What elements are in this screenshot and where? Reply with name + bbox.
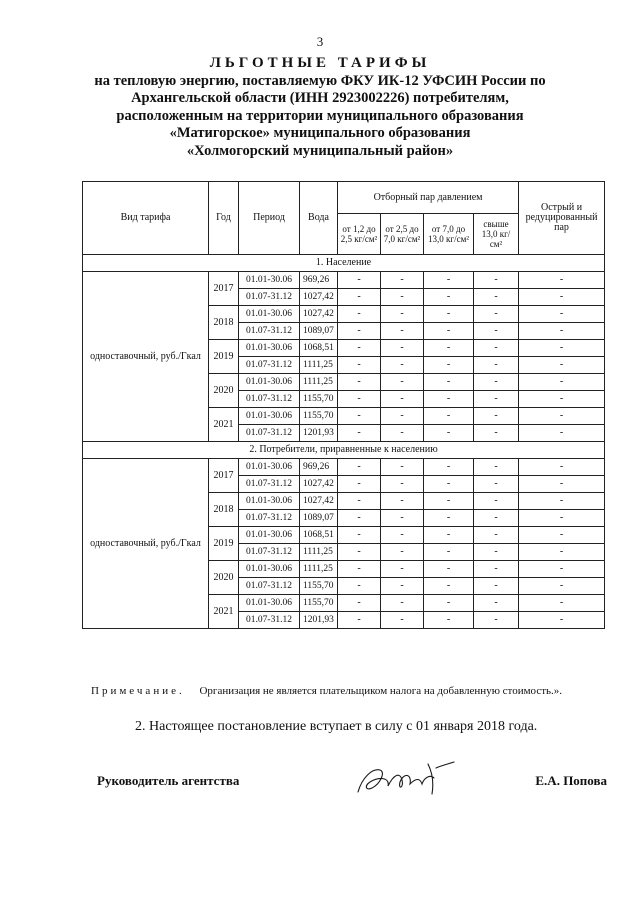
steam-3-cell: - xyxy=(424,544,474,561)
steam-2-cell: - xyxy=(381,323,424,340)
period-cell: 01.01-30.06 xyxy=(239,493,300,510)
sharp-steam-cell: - xyxy=(519,612,605,629)
sharp-steam-cell: - xyxy=(519,493,605,510)
water-tariff-cell: 969,26 xyxy=(300,459,338,476)
sharp-steam-cell: - xyxy=(519,578,605,595)
signer-name: Е.А. Попова xyxy=(535,773,607,788)
water-tariff-cell: 1027,42 xyxy=(300,306,338,323)
water-tariff-cell: 1111,25 xyxy=(300,544,338,561)
sharp-steam-cell: - xyxy=(519,340,605,357)
steam-2-cell: - xyxy=(381,595,424,612)
steam-2-cell: - xyxy=(381,272,424,289)
steam-2-cell: - xyxy=(381,612,424,629)
water-tariff-cell: 1089,07 xyxy=(300,510,338,527)
header-steam-1: от 1,2 до 2,5 кг/см² xyxy=(338,214,381,255)
steam-4-cell: - xyxy=(474,408,519,425)
year-cell: 2018 xyxy=(209,493,239,527)
heading-line-2: на тепловую энергию, поставляемую ФКУ ИК-12 УФСИН России по xyxy=(94,72,546,89)
header-year: Год xyxy=(209,182,239,255)
header-period: Период xyxy=(239,182,300,255)
steam-4-cell: - xyxy=(474,561,519,578)
year-cell: 2021 xyxy=(209,408,239,442)
steam-4-cell: - xyxy=(474,357,519,374)
steam-2-cell: - xyxy=(381,357,424,374)
period-cell: 01.07-31.12 xyxy=(239,357,300,374)
steam-4-cell: - xyxy=(474,459,519,476)
period-cell: 01.01-30.06 xyxy=(239,272,300,289)
note-text: Организация не является плательщиком налога на добавленную стоимость.». xyxy=(199,685,563,697)
steam-4-cell: - xyxy=(474,323,519,340)
header-steam-group: Отборный пар давлением xyxy=(338,182,519,214)
heading-line-6: «Холмогорский муниципальный район» xyxy=(186,142,454,159)
steam-3-cell: - xyxy=(424,459,474,476)
steam-3-cell: - xyxy=(424,612,474,629)
water-tariff-cell: 969,26 xyxy=(300,272,338,289)
section-title: 1. Население xyxy=(83,255,605,272)
water-tariff-cell: 1027,42 xyxy=(300,476,338,493)
steam-3-cell: - xyxy=(424,578,474,595)
steam-2-cell: - xyxy=(381,459,424,476)
steam-3-cell: - xyxy=(424,374,474,391)
steam-4-cell: - xyxy=(474,374,519,391)
steam-3-cell: - xyxy=(424,323,474,340)
year-cell: 2019 xyxy=(209,527,239,561)
heading-line-4: расположенным на территории муниципального образования xyxy=(116,107,524,124)
year-cell: 2021 xyxy=(209,595,239,629)
steam-1-cell: - xyxy=(338,527,381,544)
period-cell: 01.07-31.12 xyxy=(239,391,300,408)
steam-1-cell: - xyxy=(338,306,381,323)
steam-3-cell: - xyxy=(424,272,474,289)
signature-block xyxy=(97,770,607,800)
steam-2-cell: - xyxy=(381,493,424,510)
steam-2-cell: - xyxy=(381,391,424,408)
period-cell: 01.07-31.12 xyxy=(239,612,300,629)
steam-1-cell: - xyxy=(338,374,381,391)
water-tariff-cell: 1068,51 xyxy=(300,527,338,544)
steam-4-cell: - xyxy=(474,340,519,357)
header-steam-4: свыше 13,0 кг/см² xyxy=(474,214,519,255)
water-tariff-cell: 1027,42 xyxy=(300,289,338,306)
steam-4-cell: - xyxy=(474,578,519,595)
sharp-steam-cell: - xyxy=(519,476,605,493)
header-water: Вода xyxy=(300,182,338,255)
steam-3-cell: - xyxy=(424,527,474,544)
steam-2-cell: - xyxy=(381,408,424,425)
steam-4-cell: - xyxy=(474,612,519,629)
year-cell: 2020 xyxy=(209,374,239,408)
sharp-steam-cell: - xyxy=(519,357,605,374)
sharp-steam-cell: - xyxy=(519,289,605,306)
steam-1-cell: - xyxy=(338,272,381,289)
steam-3-cell: - xyxy=(424,425,474,442)
steam-3-cell: - xyxy=(424,306,474,323)
sharp-steam-cell: - xyxy=(519,374,605,391)
period-cell: 01.07-31.12 xyxy=(239,425,300,442)
steam-1-cell: - xyxy=(338,425,381,442)
steam-4-cell: - xyxy=(474,510,519,527)
handwritten-signature xyxy=(350,758,460,800)
steam-2-cell: - xyxy=(381,476,424,493)
water-tariff-cell: 1155,70 xyxy=(300,578,338,595)
steam-3-cell: - xyxy=(424,340,474,357)
steam-2-cell: - xyxy=(381,425,424,442)
table-row xyxy=(83,272,605,289)
period-cell: 01.01-30.06 xyxy=(239,595,300,612)
sharp-steam-cell: - xyxy=(519,510,605,527)
steam-1-cell: - xyxy=(338,493,381,510)
steam-2-cell: - xyxy=(381,340,424,357)
note xyxy=(91,685,621,697)
sharp-steam-cell: - xyxy=(519,527,605,544)
steam-2-cell: - xyxy=(381,544,424,561)
period-cell: 01.07-31.12 xyxy=(239,544,300,561)
period-cell: 01.07-31.12 xyxy=(239,476,300,493)
water-tariff-cell: 1111,25 xyxy=(300,357,338,374)
header-steam-3: от 7,0 до 13,0 кг/см² xyxy=(424,214,474,255)
period-cell: 01.01-30.06 xyxy=(239,340,300,357)
note-label: Примечание. xyxy=(91,685,185,697)
heading-line-3: Архангельской области (ИНН 2923002226) потребителям, xyxy=(131,90,509,106)
tariffs-table xyxy=(82,181,605,629)
section-title: 2. Потребители, приравненные к населению xyxy=(83,442,605,459)
steam-4-cell: - xyxy=(474,476,519,493)
sharp-steam-cell: - xyxy=(519,272,605,289)
sharp-steam-cell: - xyxy=(519,544,605,561)
steam-3-cell: - xyxy=(424,510,474,527)
steam-1-cell: - xyxy=(338,391,381,408)
water-tariff-cell: 1111,25 xyxy=(300,561,338,578)
period-cell: 01.07-31.12 xyxy=(239,510,300,527)
heading-line-5: «Матигорское» муниципального образования xyxy=(169,125,471,141)
steam-3-cell: - xyxy=(424,476,474,493)
year-cell: 2017 xyxy=(209,459,239,493)
steam-1-cell: - xyxy=(338,544,381,561)
steam-1-cell: - xyxy=(338,323,381,340)
steam-4-cell: - xyxy=(474,527,519,544)
water-tariff-cell: 1155,70 xyxy=(300,408,338,425)
sharp-steam-cell: - xyxy=(519,595,605,612)
steam-4-cell: - xyxy=(474,391,519,408)
period-cell: 01.01-30.06 xyxy=(239,408,300,425)
steam-1-cell: - xyxy=(338,476,381,493)
steam-1-cell: - xyxy=(338,340,381,357)
heading-title: ЛЬГОТНЫЕ ТАРИФЫ xyxy=(209,55,431,71)
steam-1-cell: - xyxy=(338,289,381,306)
water-tariff-cell: 1111,25 xyxy=(300,374,338,391)
sharp-steam-cell: - xyxy=(519,425,605,442)
year-cell: 2020 xyxy=(209,561,239,595)
steam-4-cell: - xyxy=(474,306,519,323)
steam-1-cell: - xyxy=(338,510,381,527)
steam-1-cell: - xyxy=(338,595,381,612)
steam-1-cell: - xyxy=(338,459,381,476)
steam-1-cell: - xyxy=(338,561,381,578)
steam-3-cell: - xyxy=(424,561,474,578)
year-cell: 2019 xyxy=(209,340,239,374)
sharp-steam-cell: - xyxy=(519,459,605,476)
steam-1-cell: - xyxy=(338,612,381,629)
steam-3-cell: - xyxy=(424,357,474,374)
period-cell: 01.01-30.06 xyxy=(239,527,300,544)
sharp-steam-cell: - xyxy=(519,408,605,425)
sharp-steam-cell: - xyxy=(519,391,605,408)
steam-4-cell: - xyxy=(474,289,519,306)
steam-1-cell: - xyxy=(338,408,381,425)
steam-1-cell: - xyxy=(338,357,381,374)
effective-date-clause: 2. Настоящее постановление вступает в силу с 01 января 2018 года. xyxy=(135,719,538,734)
steam-4-cell: - xyxy=(474,493,519,510)
period-cell: 01.07-31.12 xyxy=(239,578,300,595)
period-cell: 01.07-31.12 xyxy=(239,323,300,340)
tariff-type-cell: одноставочный, руб./Гкал xyxy=(83,459,209,629)
steam-2-cell: - xyxy=(381,289,424,306)
section-title-row xyxy=(83,255,605,272)
water-tariff-cell: 1068,51 xyxy=(300,340,338,357)
period-cell: 01.01-30.06 xyxy=(239,459,300,476)
header-sharp-steam: Острый и редуцированный пар xyxy=(519,182,605,255)
table-header-row xyxy=(83,182,605,214)
steam-2-cell: - xyxy=(381,374,424,391)
year-cell: 2017 xyxy=(209,272,239,306)
section-title-row xyxy=(83,442,605,459)
steam-3-cell: - xyxy=(424,595,474,612)
steam-4-cell: - xyxy=(474,595,519,612)
header-steam-2: от 2,5 до 7,0 кг/см² xyxy=(381,214,424,255)
steam-3-cell: - xyxy=(424,289,474,306)
sharp-steam-cell: - xyxy=(519,561,605,578)
year-cell: 2018 xyxy=(209,306,239,340)
period-cell: 01.07-31.12 xyxy=(239,289,300,306)
sharp-steam-cell: - xyxy=(519,306,605,323)
page-number: 3 xyxy=(316,34,324,49)
steam-2-cell: - xyxy=(381,527,424,544)
tariff-type-cell: одноставочный, руб./Гкал xyxy=(83,272,209,442)
steam-4-cell: - xyxy=(474,272,519,289)
steam-2-cell: - xyxy=(381,578,424,595)
water-tariff-cell: 1089,07 xyxy=(300,323,338,340)
steam-2-cell: - xyxy=(381,306,424,323)
steam-4-cell: - xyxy=(474,425,519,442)
steam-2-cell: - xyxy=(381,561,424,578)
period-cell: 01.01-30.06 xyxy=(239,306,300,323)
steam-4-cell: - xyxy=(474,544,519,561)
water-tariff-cell: 1155,70 xyxy=(300,391,338,408)
table-row xyxy=(83,459,605,476)
water-tariff-cell: 1027,42 xyxy=(300,493,338,510)
water-tariff-cell: 1155,70 xyxy=(300,595,338,612)
steam-1-cell: - xyxy=(338,578,381,595)
steam-3-cell: - xyxy=(424,493,474,510)
document-heading xyxy=(40,55,600,160)
header-tariff-type: Вид тарифа xyxy=(83,182,209,255)
sharp-steam-cell: - xyxy=(519,323,605,340)
steam-3-cell: - xyxy=(424,408,474,425)
steam-2-cell: - xyxy=(381,510,424,527)
water-tariff-cell: 1201,93 xyxy=(300,425,338,442)
steam-3-cell: - xyxy=(424,391,474,408)
period-cell: 01.01-30.06 xyxy=(239,374,300,391)
signer-position: Руководитель агентства xyxy=(97,773,240,788)
period-cell: 01.01-30.06 xyxy=(239,561,300,578)
water-tariff-cell: 1201,93 xyxy=(300,612,338,629)
